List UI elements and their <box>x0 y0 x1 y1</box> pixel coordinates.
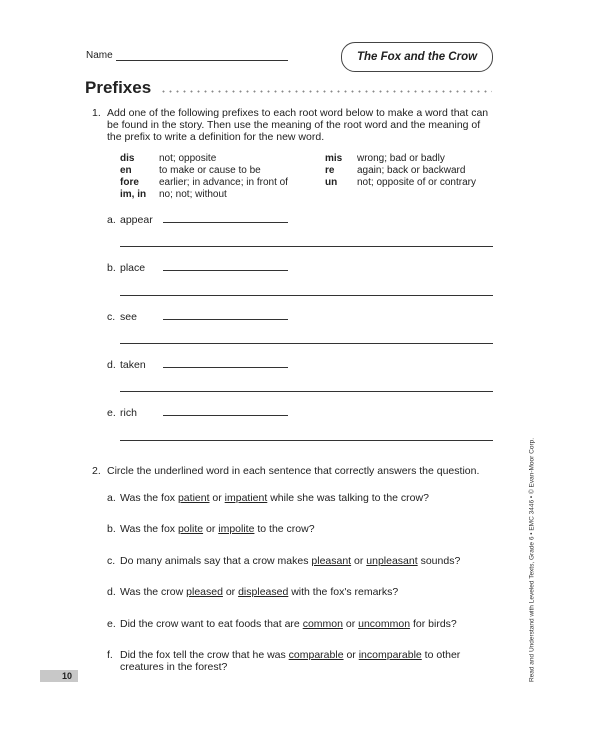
definition-answer-line[interactable] <box>120 343 493 344</box>
answer-option[interactable]: comparable <box>288 649 344 661</box>
q1-instruction: Add one of the following prefixes to each root word below to make a word that can be found in the story. Then use the meaning of the root word and the meaning of the prefix to write a definition for the new word. <box>107 107 489 143</box>
answer-option[interactable]: unpleasant <box>366 555 418 567</box>
q2-number: 2. <box>92 465 101 477</box>
q2-item-letter: a. <box>107 492 116 504</box>
prefix-meaning: to make or cause to be <box>159 165 261 176</box>
answer-option[interactable]: patient <box>177 492 210 504</box>
prefix-term: dis <box>120 153 135 164</box>
section-title: Prefixes <box>85 78 152 97</box>
q1-item-letter: a. <box>107 214 116 226</box>
answer-option[interactable]: incomparable <box>358 649 422 661</box>
name-input-line[interactable] <box>116 60 288 61</box>
prefix-term: un <box>325 177 338 188</box>
q1-item-word: place <box>120 262 146 274</box>
q2-item-letter: d. <box>107 586 116 598</box>
q1-number: 1. <box>92 107 101 119</box>
q1-item-letter: d. <box>107 359 116 371</box>
answer-option[interactable]: impolite <box>218 523 255 535</box>
prefix-answer-line[interactable] <box>163 319 288 320</box>
prefix-term: re <box>325 165 335 176</box>
q1-item-letter: b. <box>107 262 116 274</box>
q2-item: Did the fox tell the crow that he was comparable or incomparable to other creatures in the forest? <box>120 649 461 673</box>
answer-option[interactable]: common <box>302 618 343 630</box>
prefix-answer-line[interactable] <box>163 367 288 368</box>
q2-item: Do many animals say that a crow makes pleasant or unpleasant sounds? <box>120 555 461 567</box>
q1-item-word: appear <box>120 214 153 226</box>
q1-item-word: see <box>120 311 137 323</box>
prefix-answer-line[interactable] <box>163 222 288 223</box>
prefix-meaning: not; opposite of or contrary <box>357 177 476 188</box>
prefix-meaning: not; opposite <box>159 153 217 164</box>
definition-answer-line[interactable] <box>120 246 493 247</box>
story-title-text: The Fox and the Crow <box>356 51 478 63</box>
prefix-meaning: earlier; in advance; in front of <box>159 177 288 188</box>
q2-item: Was the fox polite or impolite to the crow? <box>120 523 315 535</box>
q2-instruction: Circle the underlined word in each sentence that correctly answers the question. <box>107 465 480 477</box>
definition-answer-line[interactable] <box>120 440 493 441</box>
prefix-term: fore <box>120 177 139 188</box>
q1-item-letter: c. <box>107 311 116 323</box>
prefix-term: mis <box>325 153 343 164</box>
page-number <box>40 670 78 682</box>
answer-option[interactable]: pleasant <box>311 555 352 567</box>
name-label: Name <box>86 50 113 61</box>
dotted-divider <box>160 90 492 93</box>
q2-item-letter: f. <box>107 649 113 661</box>
story-title <box>341 42 493 72</box>
definition-answer-line[interactable] <box>120 295 493 296</box>
answer-option[interactable]: displeased <box>238 586 289 598</box>
prefix-meaning: wrong; bad or badly <box>357 153 445 164</box>
q1-item-letter: e. <box>107 407 116 419</box>
answer-option[interactable]: uncommon <box>358 618 411 630</box>
prefix-term: im, in <box>120 189 147 200</box>
answer-option[interactable]: pleased <box>186 586 223 598</box>
q2-item: Was the crow pleased or displeased with the fox's remarks? <box>120 586 399 598</box>
prefix-meaning: again; back or backward <box>357 165 466 176</box>
q2-item-letter: c. <box>107 555 116 567</box>
q2-item-letter: e. <box>107 618 116 630</box>
q2-item: Was the fox patient or impatient while she was talking to the crow? <box>120 492 429 504</box>
q1-item-word: taken <box>120 359 146 371</box>
page-number-text: 10 <box>61 671 72 681</box>
prefix-term: en <box>120 165 132 176</box>
prefix-answer-line[interactable] <box>163 415 288 416</box>
side-credit-text: Read and Understand with Leveled Texts, Grade 6 • EMC 3446 • © Evan-Moor Corp. <box>528 437 536 683</box>
answer-option[interactable]: polite <box>177 523 204 535</box>
prefix-answer-line[interactable] <box>163 270 288 271</box>
q1-item-word: rich <box>120 407 137 419</box>
q2-item: Did the crow want to eat foods that are common or uncommon for birds? <box>120 618 457 630</box>
prefix-meaning: no; not; without <box>159 189 227 200</box>
definition-answer-line[interactable] <box>120 391 493 392</box>
q2-item-letter: b. <box>107 523 116 535</box>
answer-option[interactable]: impatient <box>224 492 268 504</box>
